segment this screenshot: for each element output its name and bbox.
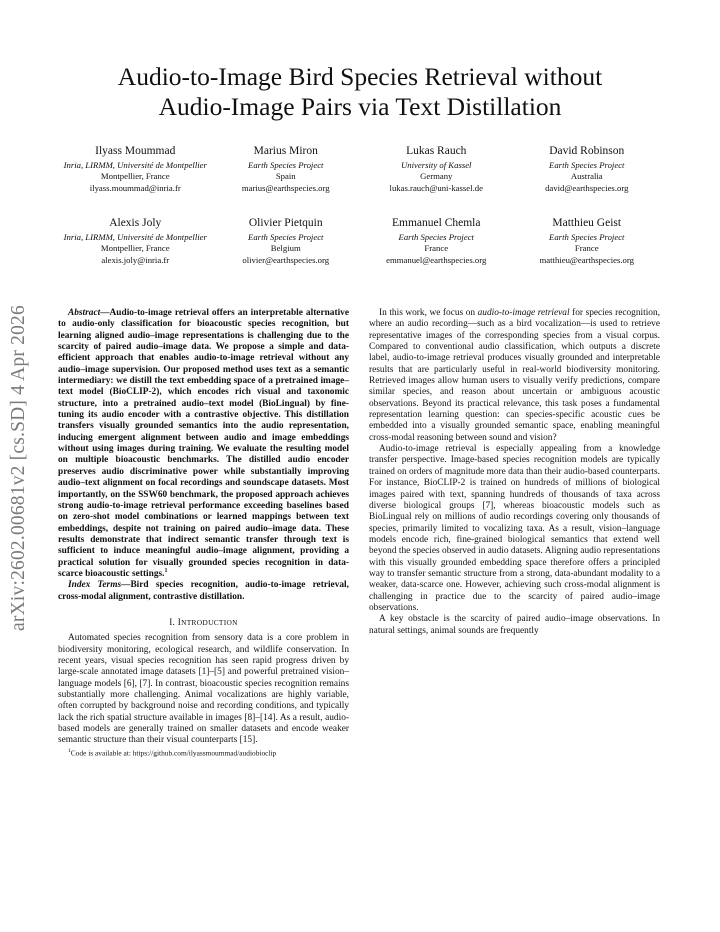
- intro-p2-emphasis: audio-to-image retrieval: [477, 308, 570, 318]
- arxiv-stamp-text: arXiv:2602.00681v2 [cs.SD] 4 Apr 2026: [8, 305, 29, 631]
- paper-title-line-1: Audio-to-Image Bird Species Retrieval without: [117, 62, 603, 91]
- intro-p2-before: In this work, we focus on: [379, 308, 478, 318]
- index-terms-text: —Bird species recognition, audio-to-image retrieval, cross-modal alignment, contrastive distillation.: [58, 580, 349, 602]
- author-affiliation: Earth Species Project: [248, 232, 324, 242]
- author-block: [211, 216, 362, 266]
- author-affiliation: Earth Species Project: [248, 160, 324, 170]
- author-affiliation: Inria, LIRMM, Université de Montpellier: [63, 160, 207, 170]
- section-heading-rest: NTRODUCTION: [181, 617, 238, 627]
- section-numeral: I. I: [169, 616, 182, 627]
- footnote: [58, 747, 349, 757]
- author-email: marius@earthspecies.org: [241, 182, 330, 193]
- author-name: Alexis Joly: [109, 217, 162, 229]
- author-block: [361, 144, 512, 194]
- author-email: emmanuel@earthspecies.org: [386, 254, 487, 265]
- intro-p2-after: for species recognition, where an audio recording—such as a bird vocalization—is used to retrieve representative images of the corresponding species from a visual corpus. Compared to conventional audio classification, which outputs a discrete label, audio-to-image retrieval produces visually grounded and interpretable results that are particularly useful in real-world biodiversity monitoring. Retrieved images allow human users to visually verify predictions, compare similar species, and reason about uncertain or ambiguous acoustic observations. Beyond its practical relevance, this task poses a fundamental representation learning question: can species-specific acoustic cues be embedded into a visually grounded semantic space, enabling meaningful cross-modal reasoning between sound and vision?: [369, 308, 660, 443]
- paper-title-line-2: Audio-Image Pairs via Text Distillation: [158, 92, 562, 121]
- intro-paragraph-2: [369, 308, 660, 444]
- author-name: Marius Miron: [253, 145, 318, 157]
- author-email: lukas.rauch@uni-kassel.de: [389, 182, 483, 193]
- author-block: [361, 216, 512, 266]
- section-heading-introduction: [58, 617, 349, 628]
- author-location: Montpellier, France: [100, 171, 170, 182]
- author-affiliation: Earth Species Project: [549, 160, 625, 170]
- intro-paragraph-1: Automated species recognition from sensory data is a core problem in biodiversity monitoring, ecological research, and wildlife conservation. In recent years, visual species recognition has seen rapid progress driven by large-scale annotated image datasets [1]–[5] and powerful pretrained vision–language models [6], [7]. In contrast, bioacoustic species recognition remains substantially more challenging. Animal vocalizations are highly variable, often corrupted by background noise and recording conditions, and typically lack the rich spatial structure available in images [8]–[14]. As a result, audio-based models are generally trained on smaller datasets and encode weaker semantic structure than their visual counterparts [15].: [58, 633, 349, 746]
- index-terms: [58, 580, 349, 603]
- author-location: Germany: [420, 171, 453, 182]
- footnote-number: 1: [68, 747, 71, 754]
- author-name: Lukas Rauch: [406, 145, 467, 157]
- author-affiliation: Earth Species Project: [398, 232, 474, 242]
- author-location: France: [574, 243, 599, 254]
- abstract-label: Abstract: [68, 308, 101, 318]
- intro-paragraph-4: A key obstacle is the scarcity of paired audio–image observations. In natural settings, animal sounds are frequently: [369, 614, 660, 636]
- author-email: olivier@earthspecies.org: [242, 254, 330, 265]
- author-block: [512, 144, 663, 194]
- author-name: Matthieu Geist: [552, 217, 622, 229]
- footnote-mark: 1: [164, 567, 168, 574]
- arxiv-stamp: [4, 268, 34, 668]
- author-affiliation: Earth Species Project: [549, 232, 625, 242]
- index-terms-label: Index Terms: [68, 580, 122, 591]
- author-name: Emmanuel Chemla: [392, 217, 481, 229]
- intro-paragraph-3: Audio-to-image retrieval is especially appealing from a knowledge transfer perspective. Image-based species recognition models are typically trained on orders of magnitude more data than their audio-based counterparts. For instance, BioCLIP-2 is trained on hundreds of millions of biological images paired with text, spanning hundreds of thousands of taxa across diverse biological groups [7], whereas bioacoustic models such as BioLingual rely on millions of audio recordings covering only thousands of species, primarily limited to vocalizing taxa. As a result, vision–language models encode rich, fine-grained biological semantics that extend well beyond the species observed in audio datasets. Aligning audio representations with this visually grounded embedding space therefore offers a principled way to transfer semantic structure from a strong, data-abundant modality to a weaker, data-scarce one. However, achieving such cross-modal alignment is challenging in practice due to the scarcity of paired audio–image observations.: [369, 444, 660, 613]
- author-affiliation: University of Kassel: [401, 160, 472, 170]
- author-block: [60, 216, 211, 266]
- author-location: France: [424, 243, 449, 254]
- author-row-1: [60, 144, 662, 194]
- author-email: alexis.joly@inria.fr: [101, 254, 170, 265]
- author-block: [512, 216, 663, 266]
- author-email: david@earthspecies.org: [545, 182, 629, 193]
- author-email: matthieu@earthspecies.org: [539, 254, 634, 265]
- paper-title: [60, 62, 660, 122]
- author-block: [60, 144, 211, 194]
- author-name: Olivier Pietquin: [248, 217, 323, 229]
- right-column: [369, 308, 660, 637]
- author-row-2: [60, 216, 662, 266]
- author-block: [211, 144, 362, 194]
- abstract-text: —Audio-to-image retrieval offers an interpretable alternative to audio-only classification for bioacoustic species recognition, but learning aligned audio–image representations is challenging due to the scarcity of paired audio–image data. We propose a simple and data-efficient approach that enables audio-to-image retrieval without any audio–image supervision. Our proposed method uses text as a semantic intermediary: we distill the text embedding space of a pretrained image–text model (BioCLIP-2), which encodes rich visual and taxonomic structure, into a pretrained audio–text model (BioLingual) by fine-tuning its audio encoder with a contrastive objective. This distillation transfers visually grounded semantics into the audio representation, inducing emergent alignment between audio and image embeddings without using images during training. We evaluate the resulting model on multiple bioacoustic benchmarks. The distilled audio encoder preserves audio discriminative power while substantially improving audio–text alignment on focal recordings and soundscape datasets. Most importantly, on the SSW60 benchmark, the proposed approach achieves strong audio-to-image retrieval performance exceeding baselines based on zero-shot model combinations or learned mappings between text embeddings, despite not training on paired audio–image data. These results demonstrate that indirect semantic transfer through text is sufficient to induce meaningful audio–image alignment, providing a practical solution for visually grounded species recognition in data-scarce bioacoustic settings.: [58, 308, 349, 579]
- author-name: Ilyass Moummad: [95, 145, 176, 157]
- author-location: Australia: [570, 171, 603, 182]
- author-email: ilyass.moummad@inria.fr: [89, 182, 181, 193]
- abstract: [58, 308, 349, 580]
- left-column: [58, 308, 349, 757]
- author-location: Montpellier, France: [100, 243, 170, 254]
- author-affiliation: Inria, LIRMM, Université de Montpellier: [63, 232, 207, 242]
- author-name: David Robinson: [549, 145, 625, 157]
- author-location: Spain: [275, 171, 296, 182]
- footnote-text: Code is available at: https://github.com/ilyassmoummad/audiobioclip: [70, 748, 277, 758]
- author-location: Belgium: [270, 243, 301, 254]
